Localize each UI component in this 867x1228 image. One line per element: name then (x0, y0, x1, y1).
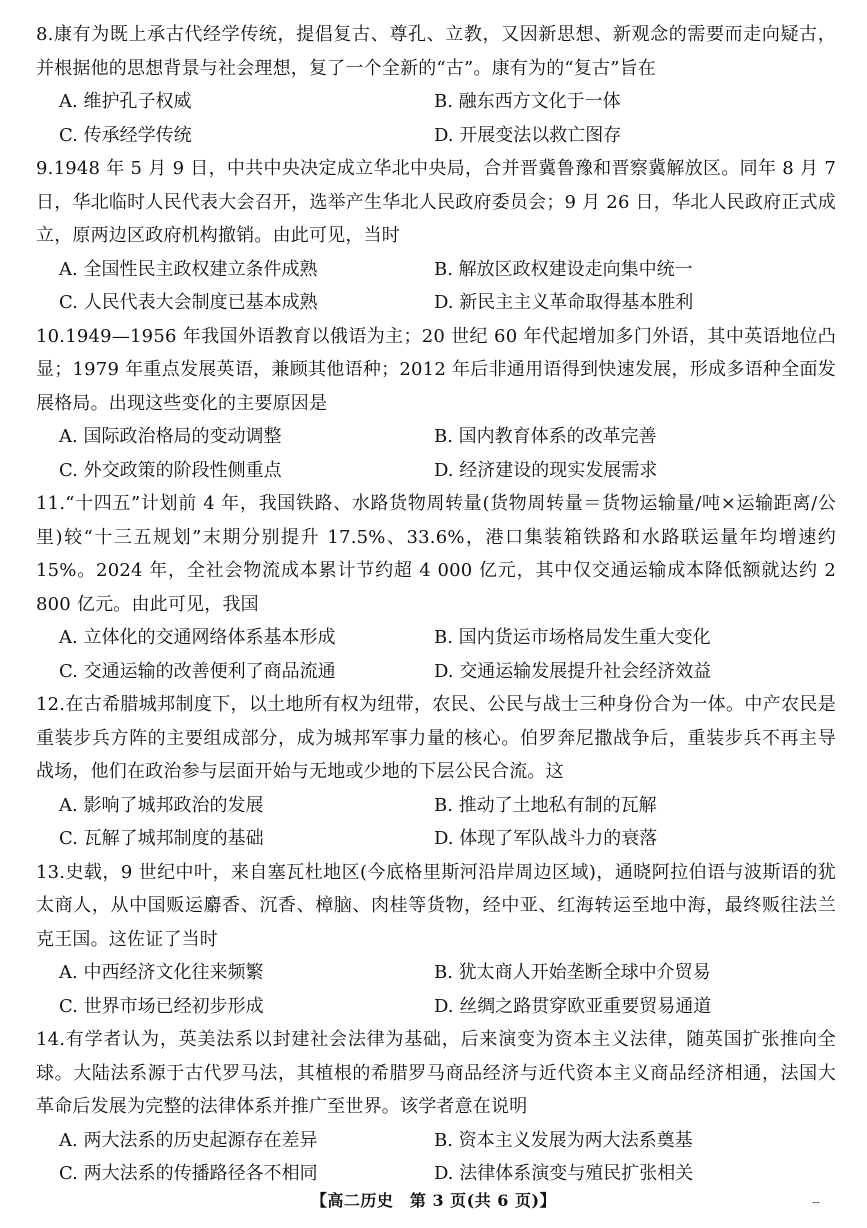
option-a: A. 中西经济文化往来频繁 (59, 962, 264, 983)
options-row (36, 119, 836, 153)
options-row (36, 253, 836, 287)
options-row (36, 454, 836, 488)
question-9 (36, 152, 836, 320)
question-13 (36, 856, 836, 1024)
question-stem: 10.1949—1956 年我国外语教育以俄语为主；20 世纪 60 年代起增加多门外语，其中英语地位凸显；1979 年重点发展英语，兼顾其他语种；2012 年后非通用语得到快速发展，形成多语种全面发展格局。出现这些变化的主要原因是 (36, 325, 836, 414)
option-d: D. 丝绸之路贯穿欧亚重要贸易通道 (434, 995, 712, 1017)
option-d: D. 经济建设的现实发展需求 (434, 459, 658, 481)
option-a: A. 国际政治格局的变动调整 (59, 426, 282, 447)
options-row (36, 1157, 836, 1191)
options-row (36, 85, 836, 119)
options-row (36, 420, 836, 454)
options-row (36, 822, 836, 856)
option-b: B. 资本主义发展为两大法系奠基 (434, 1129, 693, 1151)
option-d: D. 交通运输发展提升社会经济效益 (434, 660, 712, 682)
option-b: B. 犹太商人开始垄断全球中介贸易 (434, 962, 711, 983)
options-row (36, 621, 836, 655)
question-12 (36, 688, 836, 856)
option-d: D. 新民主主义革命取得基本胜利 (434, 292, 694, 313)
option-c: C. 传承经学传统 (59, 124, 192, 146)
options-row (36, 1124, 836, 1158)
options-row (36, 956, 836, 990)
question-11 (36, 487, 836, 688)
question-8 (36, 18, 836, 152)
options-row (36, 789, 836, 823)
option-d: D. 体现了军队战斗力的衰落 (434, 828, 658, 849)
corner-mark: -- (812, 1195, 821, 1209)
option-d: D. 法律体系演变与殖民扩张相关 (434, 1163, 694, 1184)
options-row (36, 990, 836, 1024)
option-c: C. 世界市场已经初步形成 (59, 995, 264, 1017)
option-b: B. 国内教育体系的改革完善 (434, 426, 657, 447)
question-stem: 11.“十四五”计划前 4 年，我国铁路、水路货物周转量(货物周转量＝货物运输量/吨×运输距离/公里)较“十三五规划”末期分别提升 17.5%、33.6%，港口集装箱铁路和水路联运量年均增速约 15%。2024 年，全社会物流成本累计节约超 4 000 亿元，其中仅交通运输成本降低额就达约 2 800 亿元。由此可见，我国 (36, 493, 836, 615)
option-b: B. 推动了土地私有制的瓦解 (434, 794, 657, 816)
option-b: B. 国内货运市场格局发生重大变化 (434, 627, 711, 648)
option-c: C. 两大法系的传播路径各不相同 (59, 1163, 318, 1184)
option-a: A. 维护孔子权威 (59, 91, 192, 112)
question-10 (36, 320, 836, 488)
option-c: C. 瓦解了城邦制度的基础 (59, 828, 264, 849)
option-b: B. 融东西方文化于一体 (434, 91, 621, 112)
option-c: C. 外交政策的阶段性侧重点 (59, 459, 282, 481)
question-stem: 14.有学者认为，英美法系以封建社会法律为基础，后来演变为资本主义法律，随英国扩张推向全球。大陆法系源于古代罗马法，其植根的希腊罗马商品经济与近代资本主义商品经济相通，法国大革命后发展为完整的法律体系并推广至世界。该学者意在说明 (36, 1029, 836, 1117)
option-b: B. 解放区政权建设走向集中统一 (434, 258, 693, 280)
option-c: C. 交通运输的改善便利了商品流通 (59, 660, 336, 682)
page-footer: 【高二历史 第 3 页(共 6 页)】 (310, 1191, 557, 1210)
option-a: A. 影响了城邦政治的发展 (59, 794, 264, 816)
option-a: A. 全国性民主政权建立条件成熟 (59, 258, 318, 280)
question-stem: 13.史载，9 世纪中叶，来自塞瓦杜地区(今底格里斯河沿岸周边区域)，通晓阿拉伯语与波斯语的犹太商人，从中国贩运麝香、沉香、樟脑、肉桂等货物，经中亚、红海转运至地中海，最终贩往法兰克王国。这佐证了当时 (36, 861, 836, 950)
question-stem: 9.1948 年 5 月 9 日，中共中央决定成立华北中央局，合并晋冀鲁豫和晋察冀解放区。同年 8 月 7 日，华北临时人民代表大会召开，选举产生华北人民政府委员会；9 月 26 日，华北人民政府正式成立，原两边区政府机构撤销。由此可见，当时 (36, 158, 836, 246)
question-stem: 12.在古希腊城邦制度下，以土地所有权为纽带，农民、公民与战士三种身份合为一体。中产农民是重装步兵方阵的主要组成部分，成为城邦军事力量的核心。伯罗奔尼撒战争后，重装步兵不再主导战场，他们在政治参与层面开始与无地或少地的下层公民合流。这 (36, 694, 836, 782)
options-row (36, 655, 836, 689)
options-row (36, 286, 836, 320)
option-a: A. 立体化的交通网络体系基本形成 (59, 627, 336, 648)
question-stem: 8.康有为既上承古代经学传统，提倡复古、尊孔、立教，又因新思想、新观念的需要而走向疑古，并根据他的思想背景与社会理想，复了一个全新的“古”。康有为的“复古”旨在 (36, 24, 836, 79)
questions-container (36, 18, 836, 1191)
option-c: C. 人民代表大会制度已基本成熟 (59, 292, 318, 313)
option-d: D. 开展变法以救亡图存 (434, 124, 622, 146)
option-a: A. 两大法系的历史起源存在差异 (59, 1129, 318, 1151)
question-14 (36, 1023, 836, 1191)
